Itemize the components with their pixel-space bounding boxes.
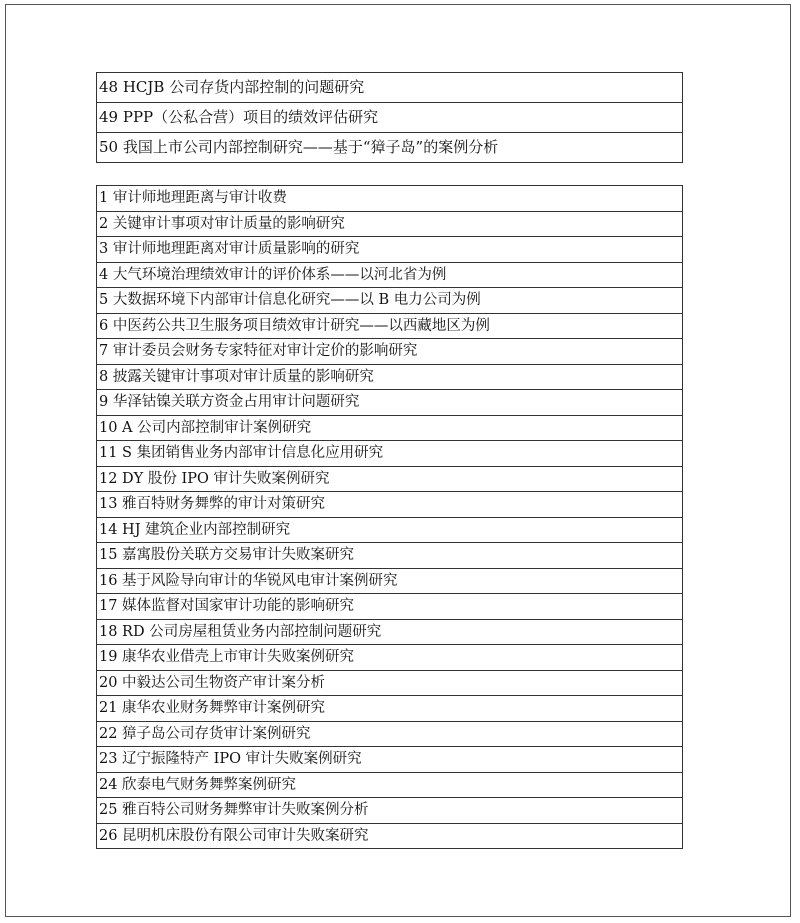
table-cell: 22 獐子岛公司存货审计案例研究 xyxy=(97,721,683,747)
table-row xyxy=(97,594,683,620)
table-cell: 9 华泽钴镍关联方资金占用审计问题研究 xyxy=(97,390,683,416)
table-row xyxy=(97,568,683,594)
table-cell: 11 S 集团销售业务内部审计信息化应用研究 xyxy=(97,441,683,467)
top-topic-table xyxy=(96,72,683,163)
table-row xyxy=(97,262,683,288)
table-row xyxy=(97,237,683,263)
table-cell: 17 媒体监督对国家审计功能的影响研究 xyxy=(97,594,683,620)
table-row xyxy=(97,466,683,492)
table-row xyxy=(97,364,683,390)
table-cell: 1 审计师地理距离与审计收费 xyxy=(97,186,683,212)
table-row xyxy=(97,133,683,163)
table-cell: 23 辽宁振隆特产 IPO 审计失败案例研究 xyxy=(97,747,683,773)
table-row xyxy=(97,211,683,237)
table-row xyxy=(97,823,683,849)
table-row xyxy=(97,186,683,212)
table-cell: 20 中毅达公司生物资产审计案分析 xyxy=(97,670,683,696)
table-row xyxy=(97,390,683,416)
table-cell: 3 审计师地理距离对审计质量影响的研究 xyxy=(97,237,683,263)
table-cell: 18 RD 公司房屋租赁业务内部控制问题研究 xyxy=(97,619,683,645)
table-row xyxy=(97,339,683,365)
table-row xyxy=(97,543,683,569)
table-row xyxy=(97,619,683,645)
table-row xyxy=(97,103,683,133)
table-row xyxy=(97,441,683,467)
table-row xyxy=(97,73,683,103)
table-cell: 48 HCJB 公司存货内部控制的问题研究 xyxy=(97,73,683,103)
table-row xyxy=(97,415,683,441)
table-cell: 21 康华农业财务舞弊审计案例研究 xyxy=(97,696,683,722)
table-row xyxy=(97,747,683,773)
table-cell: 24 欣泰电气财务舞弊案例研究 xyxy=(97,772,683,798)
table-row xyxy=(97,798,683,824)
table-cell: 2 关键审计事项对审计质量的影响研究 xyxy=(97,211,683,237)
table-row xyxy=(97,492,683,518)
table-cell: 16 基于风险导向审计的华锐风电审计案例研究 xyxy=(97,568,683,594)
table-cell: 10 A 公司内部控制审计案例研究 xyxy=(97,415,683,441)
table-cell: 14 HJ 建筑企业内部控制研究 xyxy=(97,517,683,543)
bottom-topic-table xyxy=(96,185,683,849)
table-row xyxy=(97,772,683,798)
table-cell: 25 雅百特公司财务舞弊审计失败案例分析 xyxy=(97,798,683,824)
table-cell: 15 嘉寓股份关联方交易审计失败案研究 xyxy=(97,543,683,569)
table-cell: 49 PPP（公私合营）项目的绩效评估研究 xyxy=(97,103,683,133)
table-cell: 13 雅百特财务舞弊的审计对策研究 xyxy=(97,492,683,518)
table-row xyxy=(97,645,683,671)
table-cell: 6 中医药公共卫生服务项目绩效审计研究——以西藏地区为例 xyxy=(97,313,683,339)
table-cell: 5 大数据环境下内部审计信息化研究——以 B 电力公司为例 xyxy=(97,288,683,314)
table-row xyxy=(97,721,683,747)
table-cell: 12 DY 股份 IPO 审计失败案例研究 xyxy=(97,466,683,492)
table-row xyxy=(97,696,683,722)
table-cell: 4 大气环境治理绩效审计的评价体系——以河北省为例 xyxy=(97,262,683,288)
table-cell: 26 昆明机床股份有限公司审计失败案研究 xyxy=(97,823,683,849)
table-row xyxy=(97,517,683,543)
table-cell: 19 康华农业借壳上市审计失败案例研究 xyxy=(97,645,683,671)
table-row xyxy=(97,288,683,314)
table-cell: 50 我国上市公司内部控制研究——基于“獐子岛”的案例分析 xyxy=(97,133,683,163)
table-row xyxy=(97,670,683,696)
table-cell: 8 披露关键审计事项对审计质量的影响研究 xyxy=(97,364,683,390)
table-cell: 7 审计委员会财务专家特征对审计定价的影响研究 xyxy=(97,339,683,365)
table-row xyxy=(97,313,683,339)
